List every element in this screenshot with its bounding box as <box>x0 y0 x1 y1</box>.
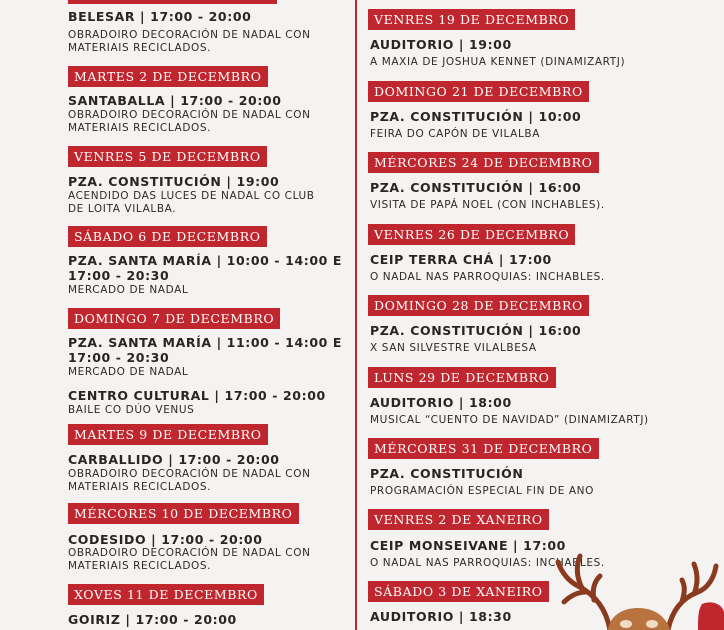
event-description: MATERIAIS RECICLADOS. <box>68 481 212 493</box>
date-banner: MÉRCORES 10 DE DECEMBRO <box>68 503 299 524</box>
event-venue-time: PZA. CONSTITUCIÓN <box>370 466 524 481</box>
event-description: OBRADOIRO DECORACIÓN DE NADAL CON <box>68 468 311 480</box>
event-venue-time: 17:00 - 20:30 <box>68 350 170 365</box>
event-description: FEIRA DO CAPÓN DE VILALBA <box>370 128 540 140</box>
column-divider <box>355 0 357 630</box>
event-venue-time: CEIP TERRA CHÁ | 17:00 <box>370 252 552 267</box>
event-description: O NADAL NAS PARROQUIAS: INCHABLES. <box>370 271 605 283</box>
event-venue-time: CODESIDO | 17:00 - 20:00 <box>68 532 263 547</box>
event-venue-time: AUDITORIO | 18:00 <box>370 395 512 410</box>
date-banner: MARTES 2 DE DECEMBRO <box>68 66 268 87</box>
date-banner: VENRES 19 DE DECEMBRO <box>368 9 575 30</box>
event-description: VISITA DE PAPÁ NOEL (CON INCHABLES). <box>370 199 605 211</box>
event-description: BAILE CO DÚO VENUS <box>68 404 195 416</box>
date-banner: DOMINGO 28 DE DECEMBRO <box>368 295 589 316</box>
event-description: O NADAL NAS PARROQUIAS: INCHABLES. <box>370 557 605 569</box>
date-banner-cut <box>68 0 277 4</box>
event-description: MATERIAIS RECICLADOS. <box>68 560 212 572</box>
reindeer-antlers-icon <box>548 538 724 630</box>
date-banner: VENRES 5 DE DECEMBRO <box>68 146 267 167</box>
event-description: MATERIAIS RECICLADOS. <box>68 42 212 54</box>
date-banner: VENRES 2 DE XANEIRO <box>368 509 549 530</box>
event-description: OBRADOIRO DECORACIÓN DE NADAL CON <box>68 109 311 121</box>
event-description: X SAN SILVESTRE VILALBESA <box>370 342 537 354</box>
event-venue-time: CEIP MONSEIVANE | 17:00 <box>370 538 566 553</box>
event-description: MERCADO DE NADAL <box>68 284 189 296</box>
date-banner: SÁBADO 3 DE XANEIRO <box>368 581 549 602</box>
event-description: A MAXIA DE JOSHUA KENNET (DINAMIZARTJ) <box>370 56 626 68</box>
date-banner: DOMINGO 7 DE DECEMBRO <box>68 308 280 329</box>
date-banner: MÉRCORES 31 DE DECEMBRO <box>368 438 599 459</box>
event-description: MERCADO DE NADAL <box>68 366 189 378</box>
event-venue-time: AUDITORIO | 19:00 <box>370 37 512 52</box>
event-venue-time: CARBALLIDO | 17:00 - 20:00 <box>68 452 280 467</box>
event-description: ACENDIDO DAS LUCES DE NADAL CO CLUB <box>68 190 315 202</box>
event-venue-time: SANTABALLA | 17:00 - 20:00 <box>68 93 282 108</box>
date-banner: MÉRCORES 24 DE DECEMBRO <box>368 152 599 173</box>
event-description: MUSICAL “CUENTO DE NAVIDAD” (DINAMIZARTJ) <box>370 414 649 426</box>
event-venue-time: PZA. CONSTITUCIÓN | 19:00 <box>68 174 280 189</box>
event-venue-time: GOIRIZ | 17:00 - 20:00 <box>68 612 237 627</box>
event-venue-time: PZA. CONSTITUCIÓN | 16:00 <box>370 180 582 195</box>
date-banner: VENRES 26 DE DECEMBRO <box>368 224 575 245</box>
event-description: MATERIAIS RECICLADOS. <box>68 122 212 134</box>
date-banner: LUNS 29 DE DECEMBRO <box>368 367 556 388</box>
event-venue-time: PZA. SANTA MARÍA | 11:00 - 14:00 E <box>68 335 343 350</box>
event-description: DE LOITA VILALBA. <box>68 203 177 215</box>
event-venue-time: PZA. SANTA MARÍA | 10:00 - 14:00 E <box>68 253 343 268</box>
event-venue-time: BELESAR | 17:00 - 20:00 <box>68 9 252 24</box>
date-banner: SÁBADO 6 DE DECEMBRO <box>68 226 267 247</box>
date-banner: MARTES 9 DE DECEMBRO <box>68 424 268 445</box>
event-description: OBRADOIRO DECORACIÓN DE NADAL CON <box>68 29 311 41</box>
event-description: OBRADOIRO DECORACIÓN DE NADAL CON <box>68 547 311 559</box>
date-banner: DOMINGO 21 DE DECEMBRO <box>368 81 589 102</box>
event-venue-time: CENTRO CULTURAL | 17:00 - 20:00 <box>68 388 326 403</box>
event-venue-time: PZA. CONSTITUCIÓN | 10:00 <box>370 109 582 124</box>
event-venue-time: PZA. CONSTITUCIÓN | 16:00 <box>370 323 582 338</box>
event-venue-time: AUDITORIO | 18:30 <box>370 609 512 624</box>
event-description: PROGRAMACIÓN ESPECIAL FIN DE ANO <box>370 485 594 497</box>
event-venue-time: 17:00 - 20:30 <box>68 268 170 283</box>
date-banner: XOVES 11 DE DECEMBRO <box>68 584 264 605</box>
